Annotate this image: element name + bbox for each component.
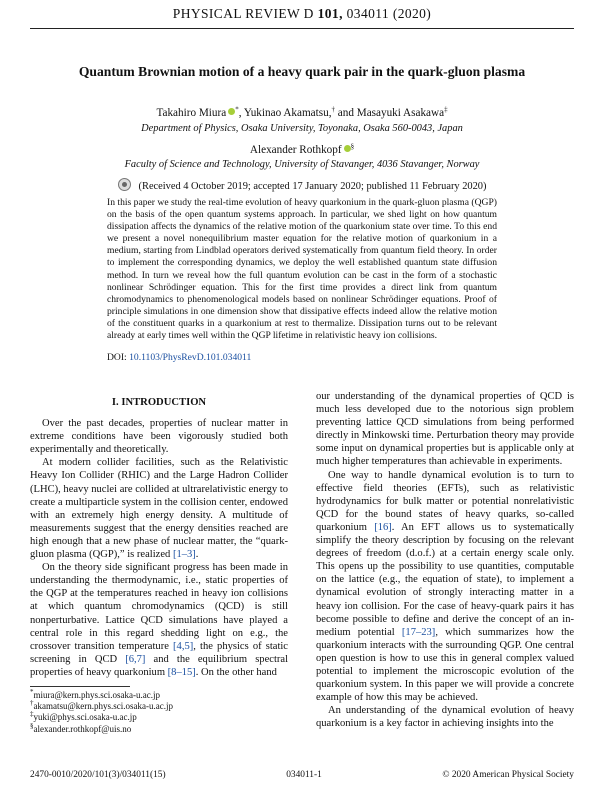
citation-link[interactable]: [1–3] [172, 549, 196, 561]
footer-issn: 2470-0010/2020/101(3)/034011(15) [30, 770, 166, 780]
footnote-mark: * [30, 688, 34, 696]
orcid-icon[interactable] [344, 145, 351, 152]
paragraph: Over the past decades, properties of nuclear matter in extreme conditions have been vigorously studied both experimentally and theoretically. [30, 418, 288, 456]
author-mark: † [331, 105, 335, 114]
footnote-divider [30, 686, 130, 687]
footnote [30, 701, 288, 712]
section-heading: I. INTRODUCTION [111, 397, 207, 408]
footnote-email[interactable]: akamatsu@kern.phys.sci.osaka-u.ac.jp [33, 701, 173, 712]
citation-link[interactable]: [8–15] [167, 666, 196, 678]
right-column [316, 390, 574, 730]
author-mark: * [235, 105, 239, 114]
footnotes [30, 690, 288, 735]
footnote-email[interactable]: miura@kern.phys.sci.osaka-u.ac.jp [33, 690, 161, 700]
text-run: and the equilibrium spectral properties of heavy quarkonium [30, 653, 288, 678]
citation-link[interactable]: [6,7] [125, 653, 146, 665]
author-akamatsu[interactable]: Yukinao Akamatsu, [243, 107, 332, 119]
received-dates [40, 178, 564, 192]
citation-link[interactable]: [16] [374, 521, 392, 533]
footnote [30, 690, 288, 701]
text-run: , which summarizes how the quarkonium interacts with the surrounding QGP. One central open question is how to use this in general complex valued potential to implement the microscopic evolution of the quarkonium system. In this paper we will provide a concrete example of how this may be achieved. [316, 626, 574, 704]
author-asakawa[interactable]: Masayuki Asakawa [356, 107, 445, 119]
footnote-mark: † [30, 699, 34, 708]
text-run: . On the other hand [195, 666, 277, 678]
doi-label: DOI: [107, 352, 127, 363]
received-text: (Received 4 October 2019; accepted 17 January 2020; published 11 February 2020) [138, 181, 487, 192]
footnote [30, 712, 288, 723]
author-mark: ‡ [444, 105, 448, 114]
footnote [30, 721, 288, 735]
text-run: . An EFT allows us to systematically simplify the theory description by focusing on the relevant degrees of freedom (d.o.f.) at a certain energy scale only. This opens up the possibility to use quantities, computable on the lattice (e.g., the equation of state), to implement a dynamical evolution of strongly interacting matter in a heavy ion collision. For the case of heavy-quark pairs it has become possible to define and derive the concept of an in-medium potential [316, 521, 574, 638]
page-footer [30, 770, 574, 780]
text-run: At modern collider facilities, such as the Relativistic Heavy Ion Collider (RHIC) and the Large Hadron Collider (LHC), heavy nuclei are collided at ultrarelativistic energy to create a multiparticle system in the collision center, endowed with an extremely high energy density. A multitude of measurements suggest that the energy densities reached are high enough that a new phase of nuclear matter, the “quark-gluon plasma (QGP),” is realized [30, 457, 288, 561]
paragraph: our understanding of the dynamical properties of QCD is much less developed due to the notorious sign problem preventing lattice QCD simulations from being performed directly in Minkowski time. Perturbation theory may provide some input on dynamical properties but is applicable only at much higher temperatures than achievable in experiments. [316, 391, 574, 468]
text-run: One way to handle dynamical evolution is to turn to effective field theories (EFTs), such as relativistic hydrodynamics for bulk matter or potential nonrelativistic QCD for the bound states of heavy quarks, so-called quarkonium [316, 469, 574, 533]
author-rothkopf[interactable]: Alexander Rothkopf [249, 144, 342, 156]
separator: , [238, 107, 244, 119]
paragraph [30, 456, 288, 561]
footer-page-number: 034011-1 [286, 770, 322, 780]
footnote-email[interactable]: yuki@phys.sci.osaka-u.ac.jp [33, 712, 137, 723]
author-mark: § [350, 142, 355, 151]
text-run: , the physics of static screening in QCD [30, 640, 288, 665]
journal-name: PHYSICAL REVIEW D [172, 6, 314, 21]
paragraph [316, 469, 574, 705]
check-for-updates-icon[interactable] [118, 178, 131, 191]
left-column [30, 392, 288, 679]
paper-title: Quantum Brownian motion of a heavy quark pair in the quark-gluon plasma [78, 64, 526, 79]
affiliation-osaka: Department of Physics, Osaka University, Toyonaka, Osaka 560-0043, Japan [141, 123, 463, 134]
citation-link[interactable]: [17–23] [401, 626, 436, 638]
doi-line [107, 352, 251, 363]
paragraph: An understanding of the dynamical evolution of heavy quarkonium is a key factor in achieving insights into the [316, 705, 574, 730]
footer-copyright: © 2020 American Physical Society [442, 770, 574, 780]
affiliation-stavanger: Faculty of Science and Technology, University of Stavanger, 4036 Stavanger, Norway [124, 159, 480, 170]
abstract: In this paper we study the real-time evolution of heavy quarkonium in the quark-gluon plasma (QGP) on the basis of the open quantum systems approach. In particular, we shed light on how quantum dissipation affects the dynamics of the relative motion of the quarkonium state over time. To this end we present a novel nonequilibrium master equation for the relative motion of quarkonium in a medium, starting from Lindblad operators derived systematically from quantum field theory. In order to implement the corresponding dynamics, we deploy the well established quantum state diffusion method. In turn we reveal how the full quantum evolution can be cast in the form of a stochastic nonlinear Schrödinger equation. This for the first time provides a direct link from quantum chromodynamics to phenomenological models based on nonlinear Schrödinger equations. Proof of principle simulations in one dimension show that dissipative effects indeed allow the relative motion of the constituent quarks in a quarkonium at rest to thermalize. Dissipation turns out to be relevant already at early times well within the QGP lifetime in relativistic heavy ion collisions. [107, 197, 497, 342]
author-list-2 [40, 143, 564, 157]
journal-issue: 034011 (2020) [346, 6, 432, 21]
text-run: On the theory side significant progress has been made in understanding the thermodynamic, i.e., static properties of the QGP at the temperatures reached in heavy ion collisions at which quantum chromodynamics (QCD) is still nonperturbative. Lattice QCD simulations have played a central role in this regard shedding light on e.g., the crossover transition temperature [30, 562, 288, 652]
footnote-mark: ‡ [30, 710, 34, 719]
journal-header [30, 6, 574, 29]
doi-link[interactable]: 10.1103/PhysRevD.101.034011 [129, 352, 252, 363]
author-list [40, 106, 564, 120]
paragraph [30, 561, 288, 679]
journal-volume: 101, [317, 6, 343, 21]
citation-link[interactable]: [4,5] [173, 640, 194, 652]
text-run: . [195, 549, 199, 561]
footnote-mark: § [30, 721, 34, 730]
footnote-email[interactable]: alexander.rothkopf@uis.no [33, 723, 132, 734]
author-miura[interactable]: Takahiro Miura [156, 107, 227, 119]
separator: and [335, 107, 357, 119]
